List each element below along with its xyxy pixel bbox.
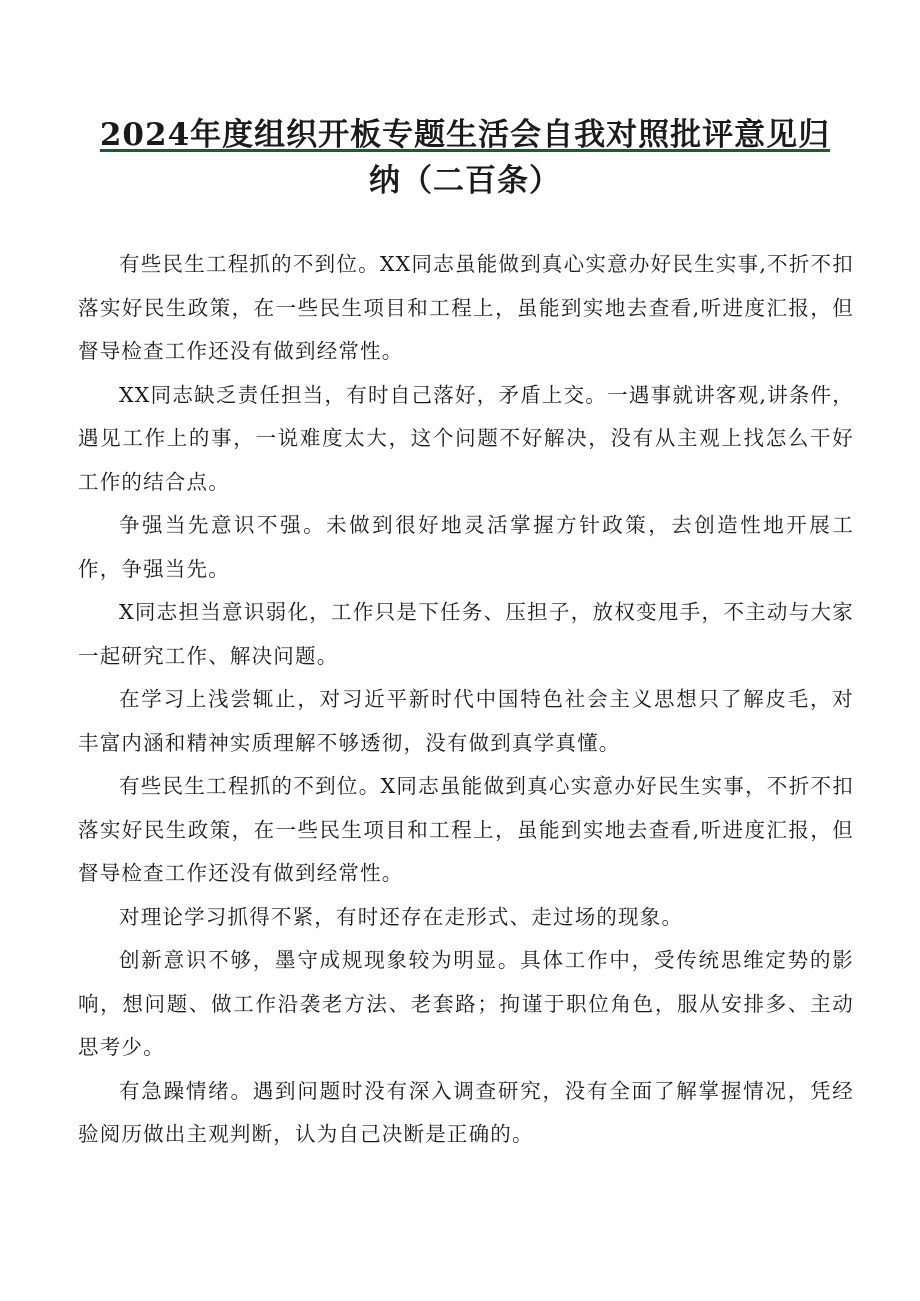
paragraph-3: 争强当先意识不强。未做到很好地灵活掌握方针政策，去创造性地开展工作，争强当先。 bbox=[78, 513, 854, 581]
paragraph-1: 有些民生工程抓的不到位。XX同志虽能做到真心实意办好民生实事,不折不扣落实好民生政策，在一些民生项目和工程上，虽能到实地去查看,听进度汇报，但督导检查工作还没有做到经常性。 bbox=[78, 252, 854, 363]
paragraph-4: X同志担当意识弱化，工作只是下任务、压担子，放权变甩手，不主动与大家一起研究工作、解决问题。 bbox=[78, 600, 854, 668]
paragraph-2: XX同志缺乏责任担当，有时自己落好，矛盾上交。一遇事就讲客观,讲条件，遇见工作上的事，一说难度太大，这个问题不好解决，没有从主观上找怎么干好工作的结合点。 bbox=[78, 382, 854, 494]
title-line-1: 2024年度组织开板专题生活会自我对照批评意见归 bbox=[99, 117, 831, 153]
paragraph-8: 创新意识不够，墨守成规现象较为明显。具体工作中，受传统思维定势的影响，想问题、做工作沿袭老方法、老套路；拘谨于职位角色，服从安排多、主动思考少。 bbox=[78, 948, 854, 1059]
paragraph-7: 对理论学习抓得不紧，有时还存在走形式、走过场的现象。 bbox=[119, 904, 684, 929]
document-title bbox=[80, 112, 850, 204]
paragraph-6: 有些民生工程抓的不到位。X同志虽能做到真心实意办好民生实事，不折不扣落实好民生政策，在一些民生项目和工程上，虽能到实地去查看,听进度汇报，但督导检查工作还没有做到经常性。 bbox=[78, 774, 854, 885]
paragraph-9: 有急躁情绪。遇到问题时没有深入调查研究，没有全面了解掌握情况，凭经验阅历做出主观判断，认为自己决断是正确的。 bbox=[78, 1078, 854, 1146]
paragraph-5: 在学习上浅尝辄止，对习近平新时代中国特色社会主义思想只了解皮毛，对丰富内涵和精神实质理解不够透彻，没有做到真学真懂。 bbox=[78, 687, 854, 755]
title-line-2: 纳（二百条） bbox=[369, 163, 561, 199]
document-body bbox=[78, 243, 854, 1157]
